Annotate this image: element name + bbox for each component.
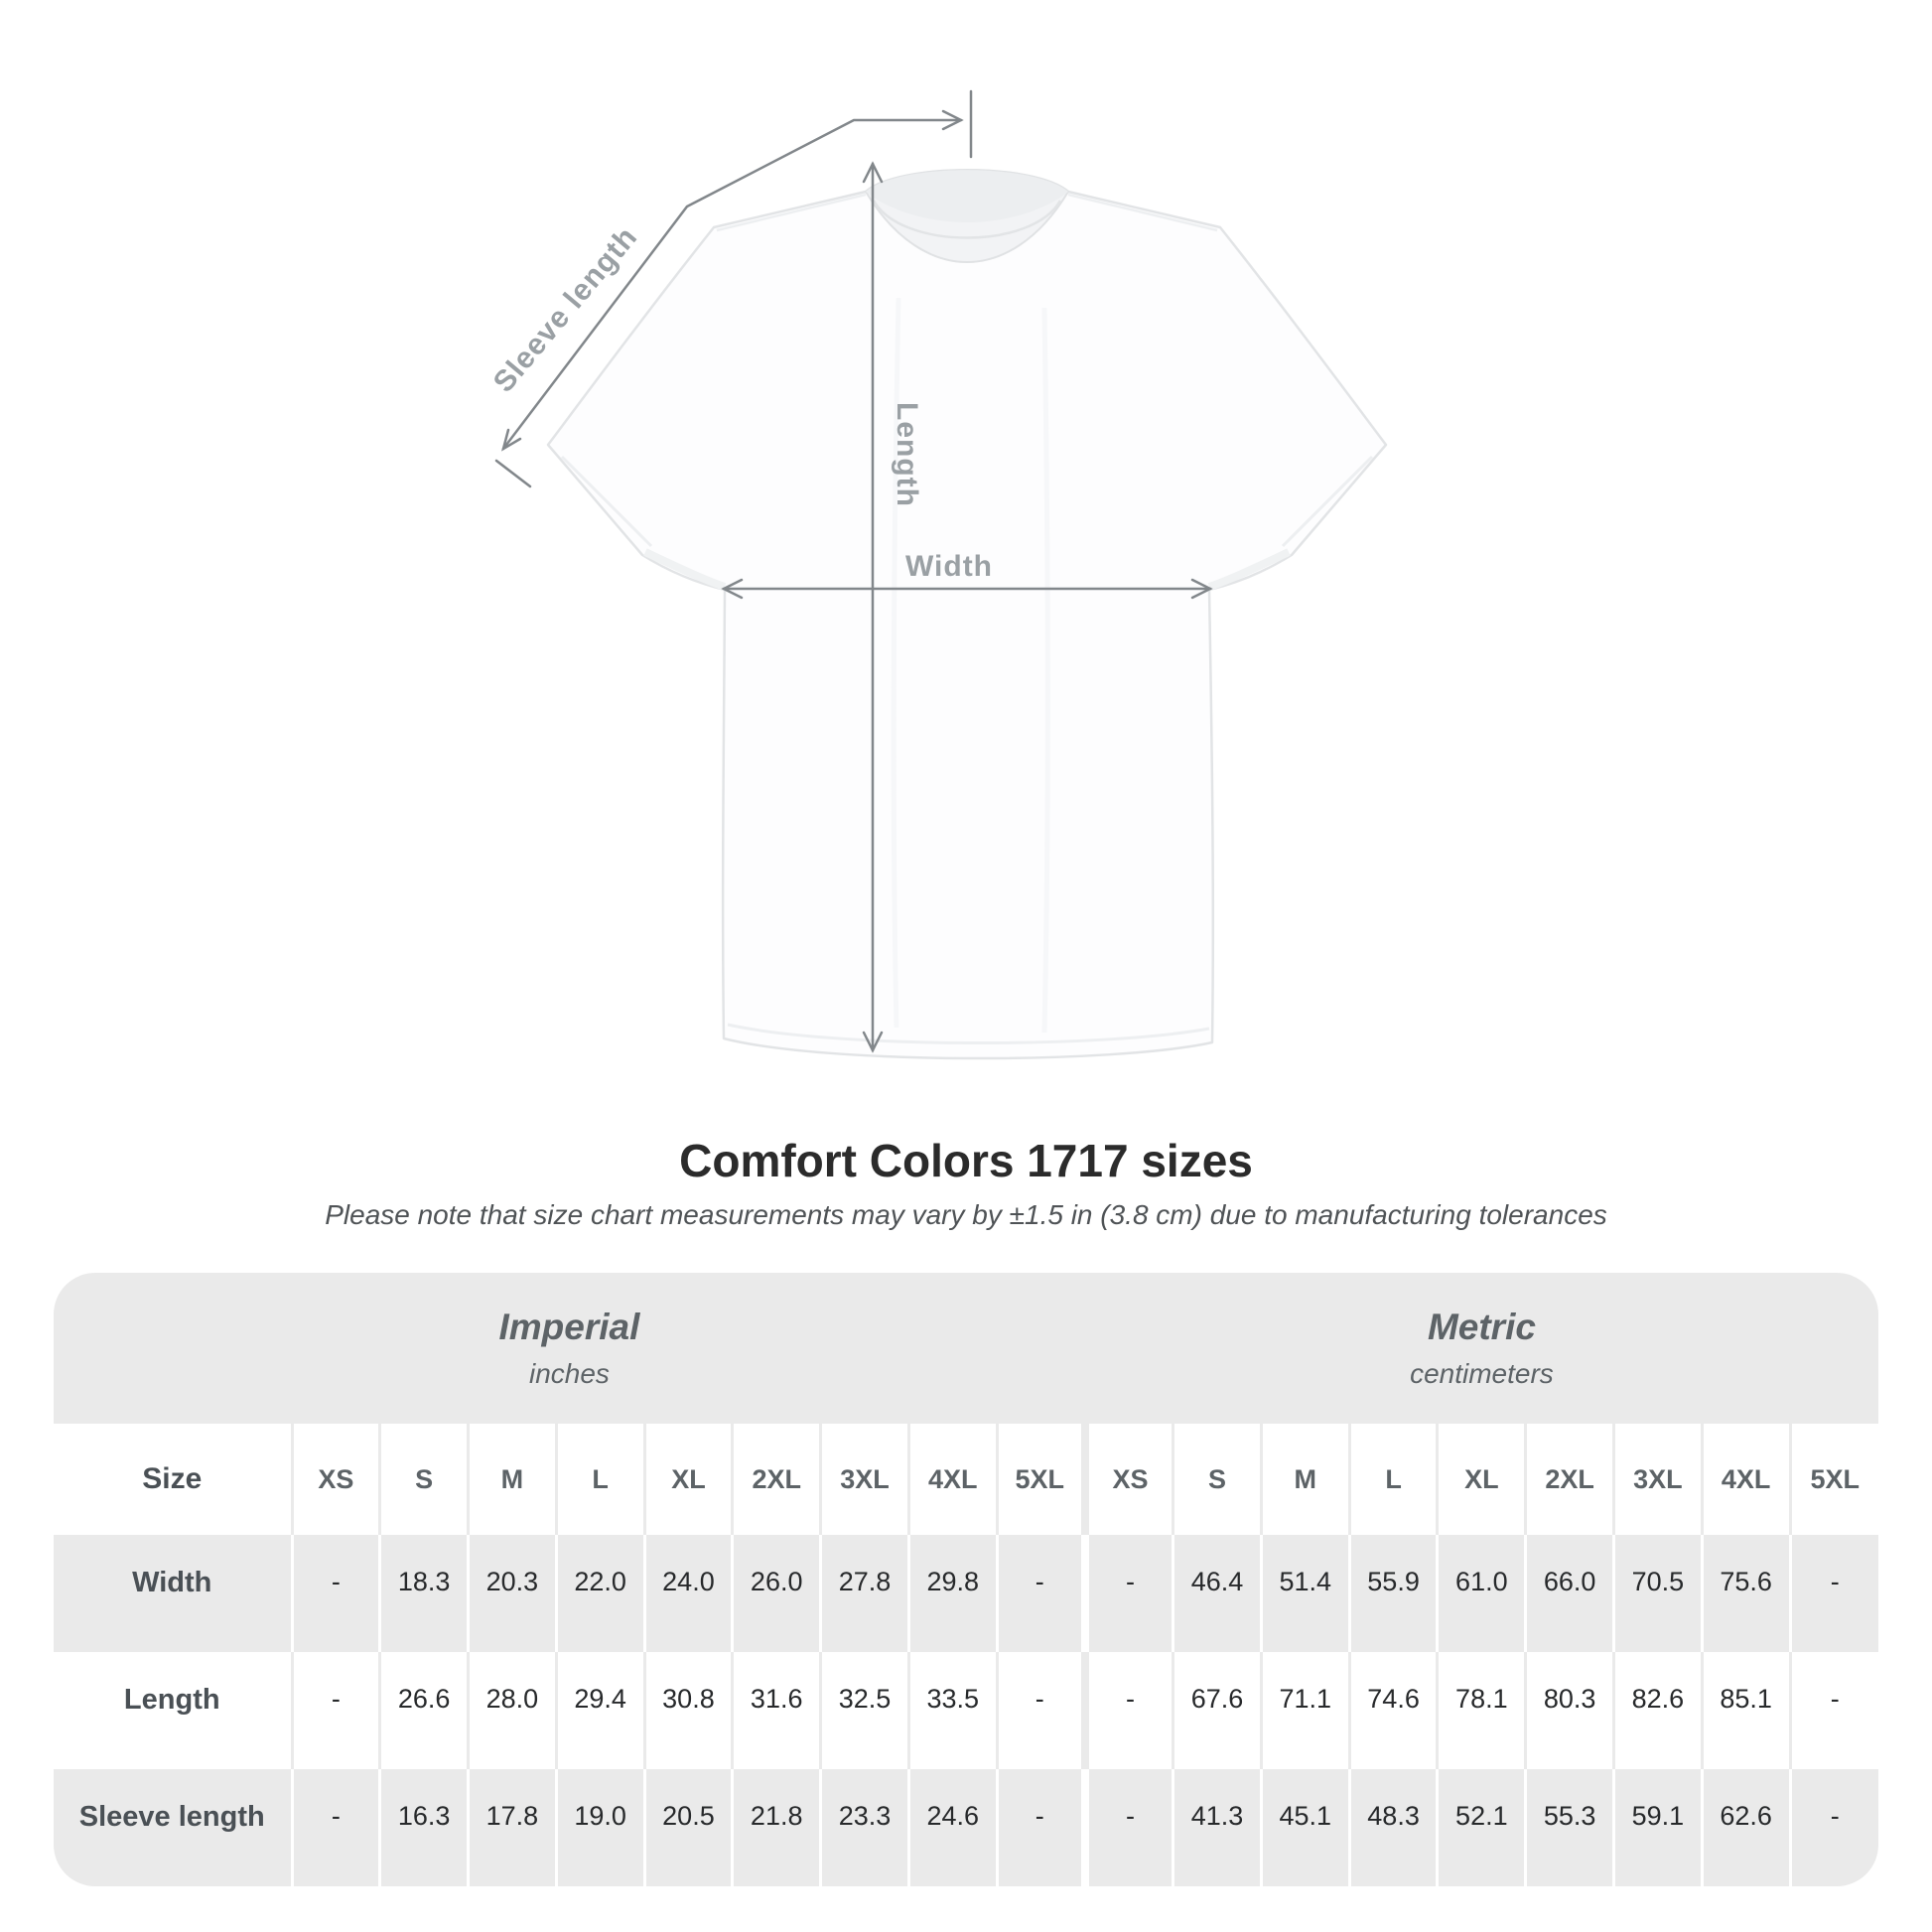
value-cell: -	[292, 1652, 380, 1769]
size-cell: 3XL	[821, 1424, 909, 1535]
value-cell: -	[292, 1535, 380, 1652]
table-row	[54, 1652, 1878, 1769]
value-cell: 62.6	[1702, 1769, 1790, 1886]
value-cell: 32.5	[821, 1652, 909, 1769]
size-cell: XS	[292, 1424, 380, 1535]
value-cell: 48.3	[1349, 1769, 1438, 1886]
value-cell: 22.0	[556, 1535, 644, 1652]
size-cell: 2XL	[733, 1424, 821, 1535]
size-cell: 2XL	[1526, 1424, 1614, 1535]
imperial-group-name: Imperial	[498, 1307, 640, 1347]
value-cell: 27.8	[821, 1535, 909, 1652]
value-cell: 19.0	[556, 1769, 644, 1886]
value-cell: 16.3	[380, 1769, 469, 1886]
value-cell: -	[997, 1535, 1085, 1652]
value-cell: 28.0	[469, 1652, 557, 1769]
value-cell: 82.6	[1613, 1652, 1702, 1769]
value-cell: 30.8	[644, 1652, 733, 1769]
size-chart-container	[54, 1273, 1878, 1886]
value-cell: 66.0	[1526, 1535, 1614, 1652]
tshirt-illustration	[548, 170, 1386, 1058]
size-cell: 5XL	[1790, 1424, 1878, 1535]
tshirt-silhouette	[548, 170, 1386, 1058]
metric-group-header	[1085, 1273, 1878, 1424]
value-cell: 61.0	[1438, 1535, 1526, 1652]
size-cell: XL	[1438, 1424, 1526, 1535]
size-cell: M	[469, 1424, 557, 1535]
value-cell: -	[1085, 1652, 1173, 1769]
value-cell: 20.5	[644, 1769, 733, 1886]
value-cell: 85.1	[1702, 1652, 1790, 1769]
value-cell: 45.1	[1261, 1769, 1349, 1886]
value-cell: 20.3	[469, 1535, 557, 1652]
size-chart-table	[54, 1273, 1878, 1886]
value-cell: 75.6	[1702, 1535, 1790, 1652]
length-label: Length	[891, 402, 923, 507]
imperial-group-header	[54, 1273, 1085, 1424]
value-cell: 29.8	[908, 1535, 997, 1652]
size-cell: S	[1173, 1424, 1262, 1535]
size-cell: 3XL	[1613, 1424, 1702, 1535]
value-cell: 46.4	[1173, 1535, 1262, 1652]
row-label: Width	[54, 1535, 292, 1652]
value-cell: 70.5	[1613, 1535, 1702, 1652]
value-cell: 52.1	[1438, 1769, 1526, 1886]
value-cell: -	[1085, 1769, 1173, 1886]
value-cell: 23.3	[821, 1769, 909, 1886]
cuff-end-tick	[496, 461, 530, 486]
value-cell: -	[997, 1652, 1085, 1769]
size-cell: XL	[644, 1424, 733, 1535]
value-cell: 59.1	[1613, 1769, 1702, 1886]
table-row	[54, 1535, 1878, 1652]
value-cell: -	[1790, 1769, 1878, 1886]
value-cell: 17.8	[469, 1769, 557, 1886]
size-cell: M	[1261, 1424, 1349, 1535]
value-cell: 21.8	[733, 1769, 821, 1886]
value-cell: 18.3	[380, 1535, 469, 1652]
imperial-group-unit: inches	[528, 1358, 610, 1389]
row-label: Length	[54, 1652, 292, 1769]
metric-group-name: Metric	[1427, 1307, 1536, 1347]
page-title: Comfort Colors 1717 sizes	[679, 1135, 1253, 1186]
value-cell: -	[1790, 1652, 1878, 1769]
size-header-row	[54, 1424, 1878, 1535]
value-cell: 24.6	[908, 1769, 997, 1886]
size-cell: 4XL	[1702, 1424, 1790, 1535]
value-cell: -	[997, 1769, 1085, 1886]
value-cell: 55.3	[1526, 1769, 1614, 1886]
value-cell: 80.3	[1526, 1652, 1614, 1769]
table-row	[54, 1769, 1878, 1886]
size-header-label: Size	[54, 1424, 292, 1535]
size-cell: 4XL	[908, 1424, 997, 1535]
value-cell: 67.6	[1173, 1652, 1262, 1769]
width-label: Width	[904, 550, 994, 583]
value-cell: 74.6	[1349, 1652, 1438, 1769]
value-cell: 26.6	[380, 1652, 469, 1769]
size-cell: XS	[1085, 1424, 1173, 1535]
metric-group-unit: centimeters	[1410, 1358, 1554, 1389]
value-cell: 55.9	[1349, 1535, 1438, 1652]
sleeve-length-label: Sleeve length	[486, 220, 644, 399]
value-cell: 31.6	[733, 1652, 821, 1769]
value-cell: -	[1790, 1535, 1878, 1652]
value-cell: 41.3	[1173, 1769, 1262, 1886]
value-cell: 29.4	[556, 1652, 644, 1769]
row-label: Sleeve length	[54, 1769, 292, 1886]
value-cell: 24.0	[644, 1535, 733, 1652]
value-cell: 78.1	[1438, 1652, 1526, 1769]
value-cell: -	[1085, 1535, 1173, 1652]
size-cell: 5XL	[997, 1424, 1085, 1535]
value-cell: -	[292, 1769, 380, 1886]
value-cell: 26.0	[733, 1535, 821, 1652]
page-subtitle: Please note that size chart measurements may vary by ±1.5 in (3.8 cm) due to manufacturing tolerances	[325, 1199, 1607, 1230]
size-cell: S	[380, 1424, 469, 1535]
size-cell: L	[556, 1424, 644, 1535]
value-cell: 51.4	[1261, 1535, 1349, 1652]
value-cell: 33.5	[908, 1652, 997, 1769]
unit-group-row	[54, 1273, 1878, 1424]
value-cell: 71.1	[1261, 1652, 1349, 1769]
size-cell: L	[1349, 1424, 1438, 1535]
